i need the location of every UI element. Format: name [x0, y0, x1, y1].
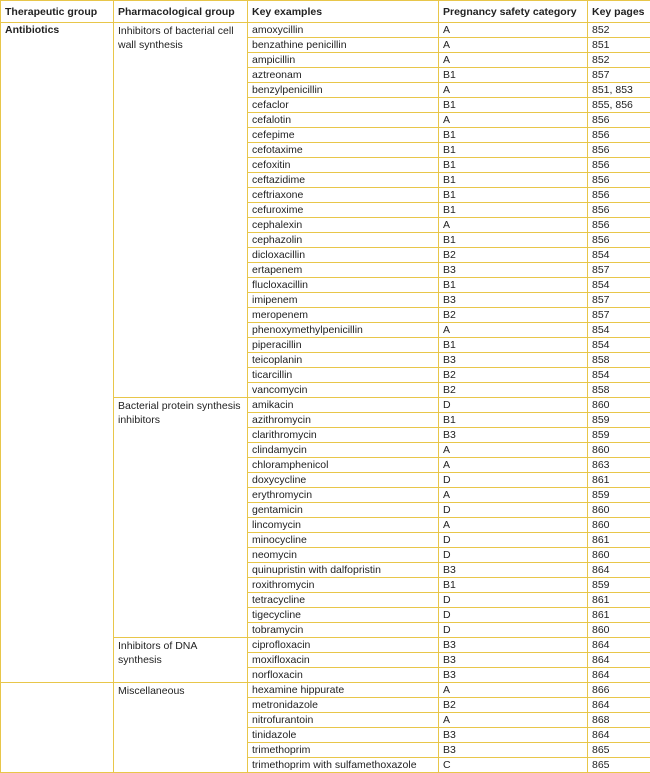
pregnancy-category-cell: A	[439, 83, 588, 98]
drug-name-cell: moxifloxacin	[248, 653, 439, 668]
key-pages-cell: 860	[588, 548, 650, 563]
drug-name-cell: tigecycline	[248, 608, 439, 623]
pregnancy-category-cell: A	[439, 518, 588, 533]
table-row	[1, 683, 650, 698]
pregnancy-category-cell: A	[439, 23, 588, 38]
pharmacological-group-cell: Inhibitors of DNA synthesis	[114, 638, 248, 683]
drug-name-cell: flucloxacillin	[248, 278, 439, 293]
drug-name-cell: ertapenem	[248, 263, 439, 278]
drug-name-cell: ceftriaxone	[248, 188, 439, 203]
pregnancy-category-cell: D	[439, 398, 588, 413]
drug-name-cell: clarithromycin	[248, 428, 439, 443]
drug-name-cell: tobramycin	[248, 623, 439, 638]
key-pages-cell: 868	[588, 713, 650, 728]
key-pages-cell: 860	[588, 398, 650, 413]
key-pages-cell: 860	[588, 518, 650, 533]
key-pages-cell: 863	[588, 458, 650, 473]
drug-name-cell: ticarcillin	[248, 368, 439, 383]
pregnancy-category-cell: A	[439, 38, 588, 53]
drug-name-cell: cefaclor	[248, 98, 439, 113]
drug-name-cell: lincomycin	[248, 518, 439, 533]
drug-name-cell: hexamine hippurate	[248, 683, 439, 698]
pregnancy-category-cell: B3	[439, 293, 588, 308]
drug-name-cell: doxycycline	[248, 473, 439, 488]
drug-name-cell: neomycin	[248, 548, 439, 563]
key-pages-cell: 856	[588, 143, 650, 158]
key-pages-cell: 857	[588, 68, 650, 83]
pregnancy-category-cell: A	[439, 323, 588, 338]
pregnancy-category-cell: B1	[439, 413, 588, 428]
key-pages-cell: 861	[588, 593, 650, 608]
table-row	[1, 23, 650, 38]
drug-name-cell: nitrofurantoin	[248, 713, 439, 728]
pregnancy-category-cell: A	[439, 443, 588, 458]
key-pages-cell: 854	[588, 278, 650, 293]
pregnancy-category-cell: B1	[439, 158, 588, 173]
pregnancy-category-cell: A	[439, 218, 588, 233]
drug-name-cell: erythromycin	[248, 488, 439, 503]
key-pages-cell: 861	[588, 608, 650, 623]
drug-name-cell: meropenem	[248, 308, 439, 323]
drug-name-cell: chloramphenicol	[248, 458, 439, 473]
drug-name-cell: imipenem	[248, 293, 439, 308]
drug-name-cell: cefepime	[248, 128, 439, 143]
pregnancy-category-cell: D	[439, 608, 588, 623]
pregnancy-category-cell: A	[439, 488, 588, 503]
pregnancy-category-cell: A	[439, 713, 588, 728]
pregnancy-category-cell: A	[439, 53, 588, 68]
drug-name-cell: trimethoprim with sulfamethoxazole	[248, 758, 439, 773]
pregnancy-category-cell: D	[439, 473, 588, 488]
drug-name-cell: benzathine penicillin	[248, 38, 439, 53]
key-pages-cell: 859	[588, 413, 650, 428]
pregnancy-category-cell: B3	[439, 563, 588, 578]
pharmacological-group-cell: Bacterial protein synthesis inhibitors	[114, 398, 248, 638]
key-pages-cell: 856	[588, 218, 650, 233]
drug-name-cell: aztreonam	[248, 68, 439, 83]
pregnancy-category-cell: B1	[439, 128, 588, 143]
pregnancy-category-cell: B3	[439, 653, 588, 668]
drug-name-cell: cefotaxime	[248, 143, 439, 158]
key-pages-cell: 856	[588, 233, 650, 248]
pregnancy-category-cell: B1	[439, 203, 588, 218]
key-pages-cell: 856	[588, 188, 650, 203]
pregnancy-category-cell: B1	[439, 338, 588, 353]
pregnancy-category-cell: B3	[439, 638, 588, 653]
key-pages-cell: 856	[588, 158, 650, 173]
pregnancy-category-cell: A	[439, 458, 588, 473]
drug-name-cell: cephalexin	[248, 218, 439, 233]
pregnancy-category-cell: D	[439, 548, 588, 563]
key-pages-cell: 859	[588, 578, 650, 593]
header-key-pages: Key pages	[588, 1, 650, 23]
drug-name-cell: ampicillin	[248, 53, 439, 68]
drug-name-cell: clindamycin	[248, 443, 439, 458]
pregnancy-category-cell: B1	[439, 98, 588, 113]
key-pages-cell: 864	[588, 563, 650, 578]
key-pages-cell: 857	[588, 308, 650, 323]
key-pages-cell: 857	[588, 263, 650, 278]
drug-name-cell: piperacillin	[248, 338, 439, 353]
drug-name-cell: norfloxacin	[248, 668, 439, 683]
key-pages-cell: 864	[588, 653, 650, 668]
pregnancy-category-cell: B2	[439, 368, 588, 383]
drug-name-cell: tinidazole	[248, 728, 439, 743]
drug-name-cell: trimethoprim	[248, 743, 439, 758]
pregnancy-category-cell: B3	[439, 743, 588, 758]
drug-name-cell: metronidazole	[248, 698, 439, 713]
key-pages-cell: 860	[588, 623, 650, 638]
header-pharmacological-group: Pharmacological group	[114, 1, 248, 23]
pregnancy-category-cell: B3	[439, 428, 588, 443]
pregnancy-category-cell: B1	[439, 233, 588, 248]
pregnancy-category-cell: A	[439, 113, 588, 128]
key-pages-cell: 866	[588, 683, 650, 698]
key-pages-cell: 854	[588, 338, 650, 353]
drug-name-cell: minocycline	[248, 533, 439, 548]
pregnancy-category-cell: B1	[439, 278, 588, 293]
key-pages-cell: 865	[588, 743, 650, 758]
header-row	[1, 1, 650, 23]
key-pages-cell: 852	[588, 53, 650, 68]
key-pages-cell: 856	[588, 173, 650, 188]
key-pages-cell: 854	[588, 368, 650, 383]
drug-name-cell: phenoxymethylpenicillin	[248, 323, 439, 338]
pregnancy-category-cell: B1	[439, 68, 588, 83]
key-pages-cell: 856	[588, 203, 650, 218]
pregnancy-category-cell: D	[439, 593, 588, 608]
drug-name-cell: cefalotin	[248, 113, 439, 128]
key-pages-cell: 864	[588, 638, 650, 653]
table-body	[1, 23, 650, 773]
key-pages-cell: 856	[588, 113, 650, 128]
therapeutic-group-cell-empty	[1, 683, 114, 773]
key-pages-cell: 864	[588, 668, 650, 683]
drug-name-cell: dicloxacillin	[248, 248, 439, 263]
key-pages-cell: 857	[588, 293, 650, 308]
header-therapeutic-group: Therapeutic group	[1, 1, 114, 23]
pregnancy-category-cell: B1	[439, 188, 588, 203]
drug-name-cell: amikacin	[248, 398, 439, 413]
pregnancy-category-cell: D	[439, 503, 588, 518]
pregnancy-category-cell: B3	[439, 728, 588, 743]
drug-name-cell: teicoplanin	[248, 353, 439, 368]
pregnancy-category-cell: C	[439, 758, 588, 773]
key-pages-cell: 852	[588, 23, 650, 38]
key-pages-cell: 854	[588, 248, 650, 263]
key-pages-cell: 851, 853	[588, 83, 650, 98]
drug-name-cell: cefoxitin	[248, 158, 439, 173]
pregnancy-category-cell: D	[439, 533, 588, 548]
pregnancy-category-cell: B3	[439, 263, 588, 278]
key-pages-cell: 859	[588, 488, 650, 503]
drug-name-cell: azithromycin	[248, 413, 439, 428]
header-pregnancy-category: Pregnancy safety category	[439, 1, 588, 23]
key-pages-cell: 858	[588, 383, 650, 398]
drug-name-cell: cephazolin	[248, 233, 439, 248]
drug-name-cell: cefuroxime	[248, 203, 439, 218]
key-pages-cell: 860	[588, 443, 650, 458]
pregnancy-category-cell: D	[439, 623, 588, 638]
pregnancy-category-cell: B2	[439, 308, 588, 323]
header-key-examples: Key examples	[248, 1, 439, 23]
pregnancy-category-cell: B2	[439, 698, 588, 713]
drug-name-cell: gentamicin	[248, 503, 439, 518]
key-pages-cell: 851	[588, 38, 650, 53]
key-pages-cell: 861	[588, 533, 650, 548]
pregnancy-category-cell: B2	[439, 248, 588, 263]
drug-name-cell: tetracycline	[248, 593, 439, 608]
drug-name-cell: vancomycin	[248, 383, 439, 398]
pregnancy-category-cell: B3	[439, 353, 588, 368]
drug-name-cell: benzylpenicillin	[248, 83, 439, 98]
pharmacological-group-cell: Inhibitors of bacterial cell wall synthesis	[114, 23, 248, 398]
key-pages-cell: 865	[588, 758, 650, 773]
pregnancy-category-cell: A	[439, 683, 588, 698]
key-pages-cell: 855, 856	[588, 98, 650, 113]
key-pages-cell: 854	[588, 323, 650, 338]
drug-name-cell: amoxycillin	[248, 23, 439, 38]
drug-name-cell: ceftazidime	[248, 173, 439, 188]
key-pages-cell: 864	[588, 728, 650, 743]
drug-name-cell: ciprofloxacin	[248, 638, 439, 653]
pregnancy-category-cell: B2	[439, 383, 588, 398]
pharmacological-group-cell: Miscellaneous	[114, 683, 248, 773]
pregnancy-category-cell: B1	[439, 143, 588, 158]
pregnancy-category-cell: B1	[439, 578, 588, 593]
key-pages-cell: 856	[588, 128, 650, 143]
therapeutic-group-cell: Antibiotics	[1, 23, 114, 683]
drug-name-cell: roxithromycin	[248, 578, 439, 593]
drug-name-cell: quinupristin with dalfopristin	[248, 563, 439, 578]
key-pages-cell: 861	[588, 473, 650, 488]
key-pages-cell: 860	[588, 503, 650, 518]
key-pages-cell: 859	[588, 428, 650, 443]
key-pages-cell: 858	[588, 353, 650, 368]
key-pages-cell: 864	[588, 698, 650, 713]
pregnancy-category-cell: B1	[439, 173, 588, 188]
pregnancy-category-cell: B3	[439, 668, 588, 683]
